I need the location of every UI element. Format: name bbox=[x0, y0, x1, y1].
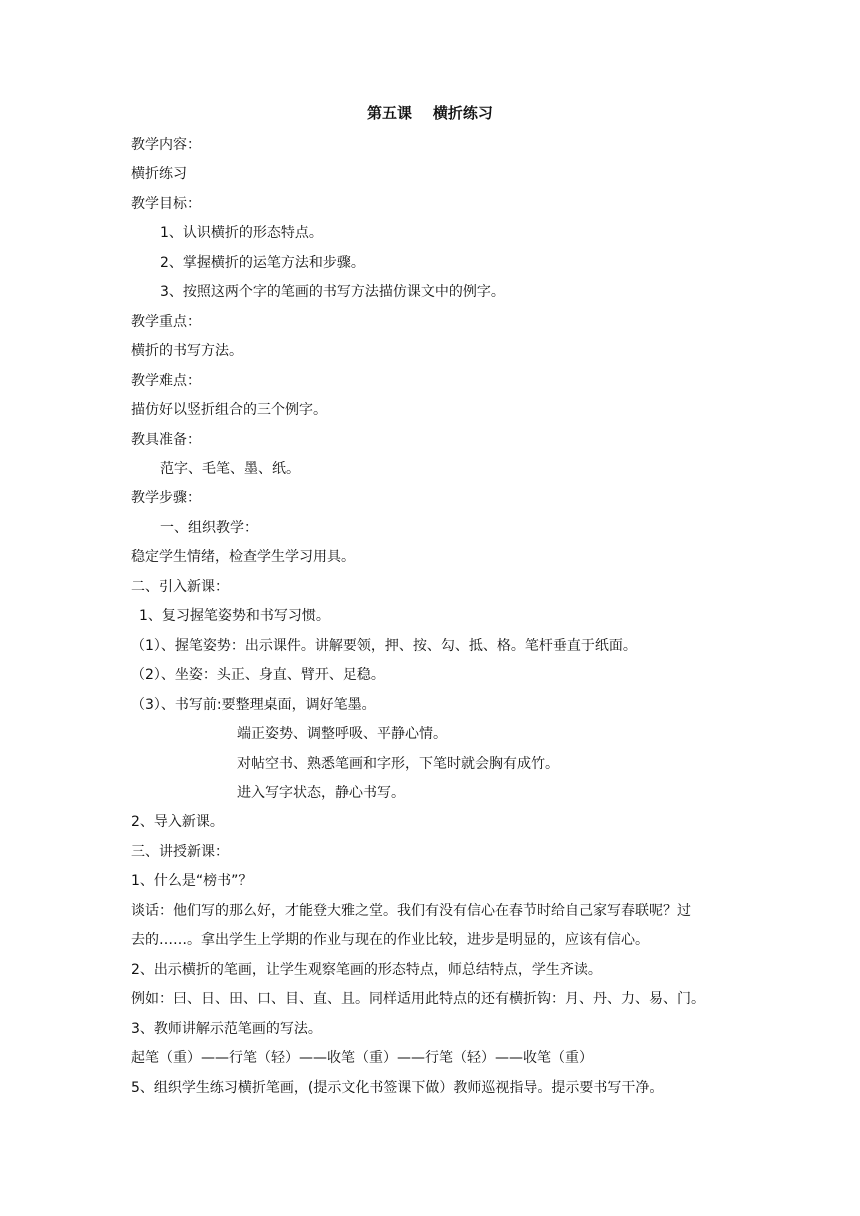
step-heading: 一、组织教学： bbox=[160, 519, 258, 536]
section-heading-content: 教学内容： bbox=[131, 137, 201, 153]
step-detail: 端正姿势、调整呼吸、平静心情。 bbox=[237, 726, 447, 743]
paragraph-line: 去的……。拿出学生上学期的作业与现在的作业比较，进步是明显的，应该有信心。 bbox=[131, 932, 649, 949]
step-item: 1、什么是“榜书”？ bbox=[131, 873, 253, 890]
step-subitem: （3）、书写前:要整理桌面，调好笔墨。 bbox=[131, 696, 376, 713]
step-item: 2、出示横折的笔画，让学生观察笔画的形态特点，师总结特点，学生齐读。 bbox=[131, 961, 602, 978]
step-text: 稳定学生情绪，检查学生学习用具。 bbox=[131, 549, 355, 566]
goal-item: 2、掌握横折的运笔方法和步骤。 bbox=[160, 254, 365, 271]
key-points-text: 横折的书写方法。 bbox=[131, 343, 243, 360]
section-heading-steps: 教学步骤： bbox=[131, 490, 201, 507]
lesson-body bbox=[131, 131, 741, 1103]
step-detail: 进入写字状态，静心书写。 bbox=[237, 784, 405, 801]
step-subitem: （2）、坐姿：头正、身直、臂开、足稳。 bbox=[131, 667, 385, 684]
content-text: 横折练习 bbox=[131, 166, 187, 183]
section-heading-goals: 教学目标： bbox=[131, 195, 201, 212]
section-heading-key-points: 教学重点： bbox=[131, 313, 201, 330]
paragraph-line: 谈话：他们写的那么好，才能登大雅之堂。我们有没有信心在春节时给自己家写春联呢？过 bbox=[131, 902, 691, 919]
step-detail: 对帖空书、熟悉笔画和字形，下笔时就会胸有成竹。 bbox=[237, 755, 559, 772]
step-item: 1、复习握笔姿势和书写习惯。 bbox=[139, 608, 330, 625]
lesson-title: 第五课 横折练习 bbox=[367, 104, 493, 122]
stroke-sequence: 起笔（重）——行笔（轻）——收笔（重）——行笔（轻）——收笔（重） bbox=[131, 1050, 593, 1067]
step-heading: 三、讲授新课： bbox=[131, 843, 229, 860]
step-item: 2、导入新课。 bbox=[131, 814, 224, 831]
example-text: 例如：曰、日、田、口、目、直、且。同样适用此特点的还有横折钩：月、丹、力、易、门。 bbox=[131, 991, 705, 1008]
goal-item: 1、认识横折的形态特点。 bbox=[160, 225, 323, 242]
step-subitem: （1）、握笔姿势：出示课件。讲解要领，押、按、勾、抵、格。笔杆垂直于纸面。 bbox=[131, 637, 637, 654]
materials-text: 范字、毛笔、墨、纸。 bbox=[160, 460, 300, 477]
step-heading: 二、引入新课： bbox=[131, 578, 229, 595]
step-item: 5、组织学生练习横折笔画，(提示文化书签课下做）教师巡视指导。提示要书写干净。 bbox=[131, 1079, 664, 1096]
difficulties-text: 描仿好以竖折组合的三个例字。 bbox=[131, 402, 327, 419]
section-heading-difficulties: 教学难点： bbox=[131, 372, 201, 389]
goal-item: 3、按照这两个字的笔画的书写方法描仿课文中的例字。 bbox=[160, 284, 505, 301]
step-item: 3、教师讲解示范笔画的写法。 bbox=[131, 1020, 322, 1037]
section-heading-materials: 教具准备： bbox=[131, 431, 201, 448]
